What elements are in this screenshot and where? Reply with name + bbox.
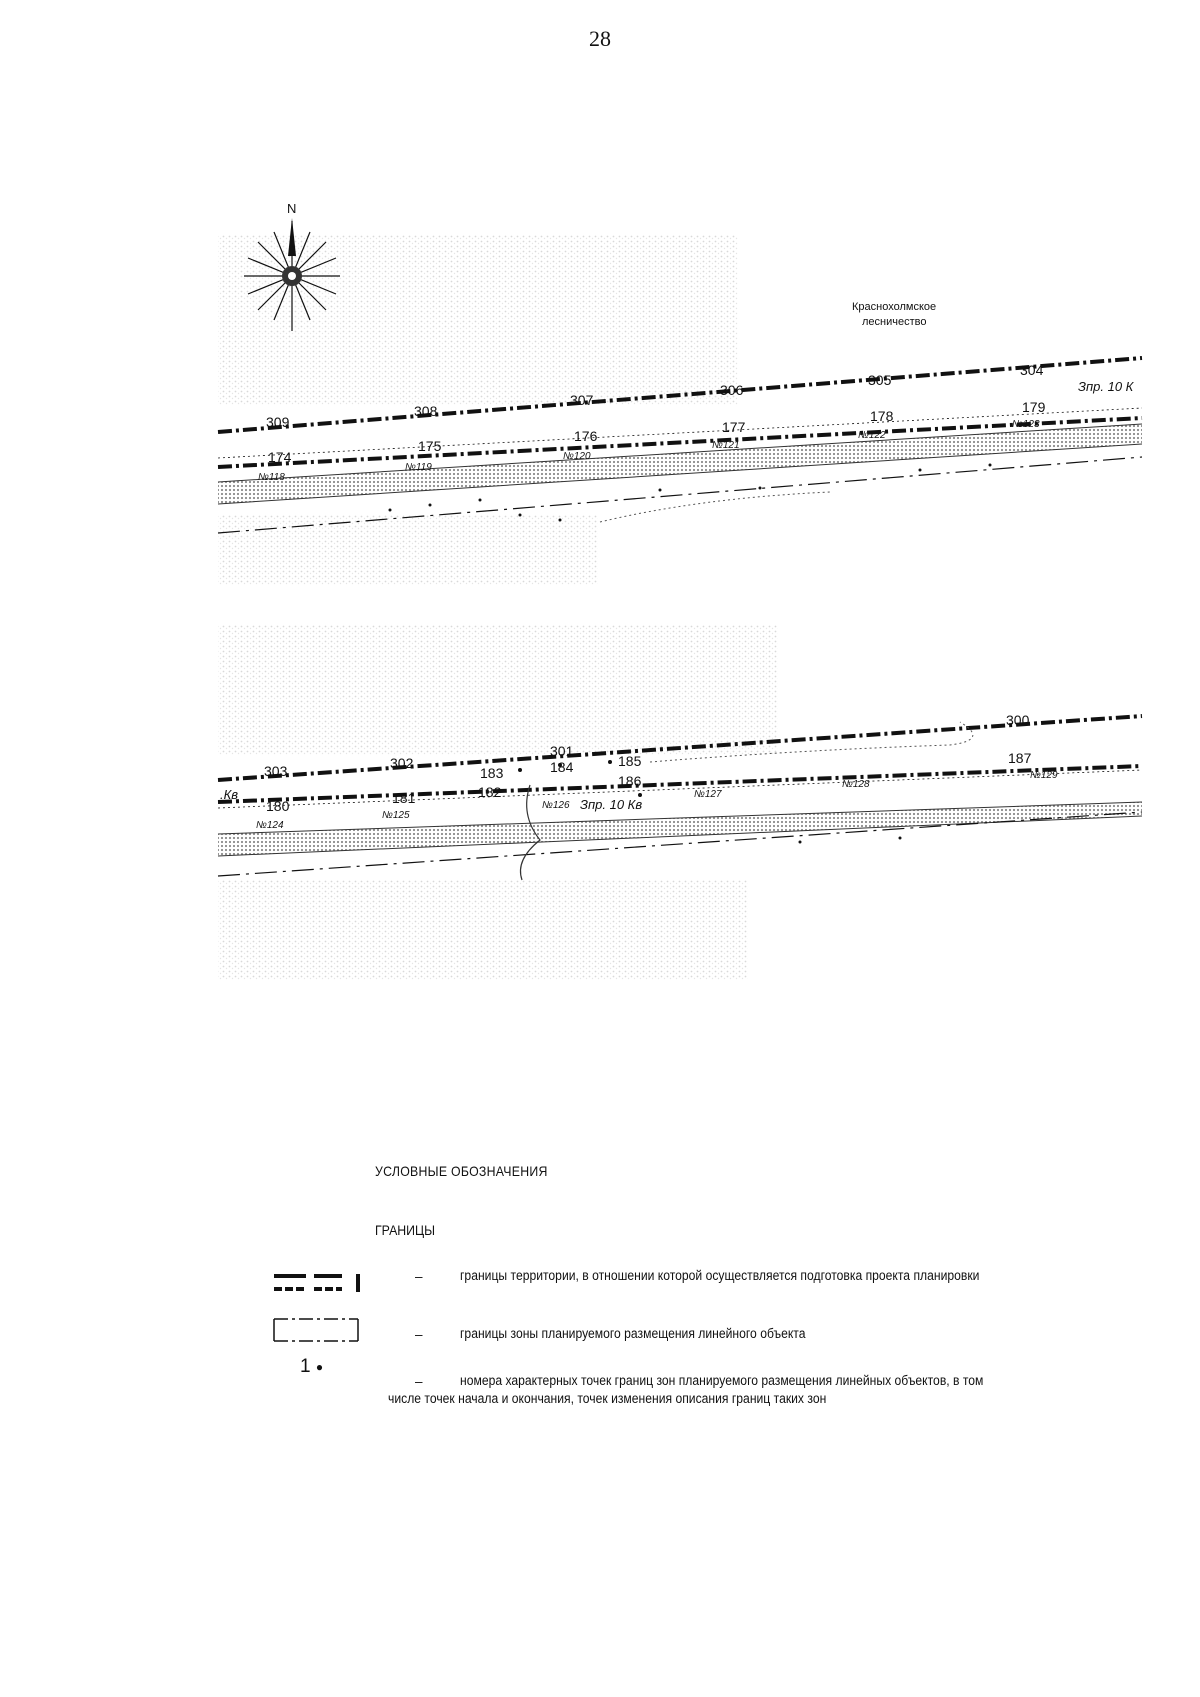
point-308: 308: [414, 403, 438, 419]
point-303: 303: [264, 763, 288, 779]
legend-dash: –: [415, 1374, 423, 1389]
legend-dash: –: [415, 1269, 423, 1284]
point-dot-icon: ●: [315, 1359, 324, 1374]
zone-boundary-symbol: [272, 1315, 362, 1345]
point-181: 181: [392, 790, 416, 806]
point-179: 179: [1022, 399, 1046, 415]
point-176: 176: [574, 428, 598, 444]
point-178: 178: [870, 408, 894, 424]
parcel-123: №123: [1012, 419, 1040, 430]
legend-dash: –: [415, 1327, 423, 1342]
terrain-texture: [218, 235, 738, 405]
legend-title: УСЛОВНЫЕ ОБОЗНАЧЕНИЯ: [375, 1163, 548, 1179]
line-label-top: Зпр. 10 К: [1078, 379, 1134, 394]
point-309: 309: [266, 414, 290, 430]
parcel-126: №126: [542, 800, 570, 811]
forestry-label-1: Краснохолмское: [852, 301, 937, 313]
point-185: 185: [618, 753, 642, 769]
point-174: 174: [268, 449, 292, 465]
point-186: 186: [618, 773, 642, 789]
terrain-texture: [218, 880, 748, 980]
legend-text: границы территории, в отношении которой осуществляется подготовка проекта планировки: [460, 1268, 980, 1283]
point-300: 300: [1006, 712, 1030, 728]
parcel-127: №127: [694, 789, 722, 800]
parcel-121: №121: [712, 440, 740, 451]
parcel-120: №120: [563, 451, 591, 462]
point-177: 177: [722, 419, 746, 435]
parcel-129: №129: [1030, 770, 1058, 781]
point-304: 304: [1020, 362, 1044, 378]
point-182: 182: [478, 784, 502, 800]
point-184: 184: [550, 759, 574, 775]
line-label-left: .Кв: [220, 787, 239, 802]
parcel-118: №118: [258, 472, 285, 483]
point-302: 302: [390, 755, 414, 771]
point-187: 187: [1008, 750, 1032, 766]
legend-text: границы зоны планируемого размещения линейного объекта: [460, 1326, 806, 1341]
terrain-texture: [218, 625, 778, 755]
point-301: 301: [550, 743, 574, 759]
terrain-texture: [218, 515, 598, 585]
parcel-124: №124: [256, 820, 284, 831]
legend-subtitle: ГРАНИЦЫ: [375, 1222, 436, 1238]
point-305: 305: [868, 372, 892, 388]
point-307: 307: [570, 392, 594, 408]
north-label: N: [287, 201, 297, 216]
forestry-label-2: лесничество: [862, 316, 927, 328]
point-number-symbol: [300, 1356, 323, 1378]
point-175: 175: [418, 438, 442, 454]
parcel-125: №125: [382, 810, 410, 821]
line-label-bottom: Зпр. 10 Кв: [580, 797, 643, 812]
point-number-sample: 1: [300, 1356, 311, 1377]
point-306: 306: [720, 382, 744, 398]
parcel-122: №122: [858, 430, 886, 441]
legend-text: номера характерных точек границ зон планируемого размещения линейных объектов, в том числе точек начала и окончания, точек изменения описания границ таких зон: [388, 1373, 984, 1406]
project-boundary-symbol: [272, 1272, 362, 1294]
point-183: 183: [480, 765, 504, 781]
page-number: 28: [589, 26, 611, 51]
road-band: [218, 424, 1142, 504]
parcel-119: №119: [405, 462, 432, 473]
point-180: 180: [266, 798, 290, 814]
parcel-128: №128: [842, 779, 870, 790]
